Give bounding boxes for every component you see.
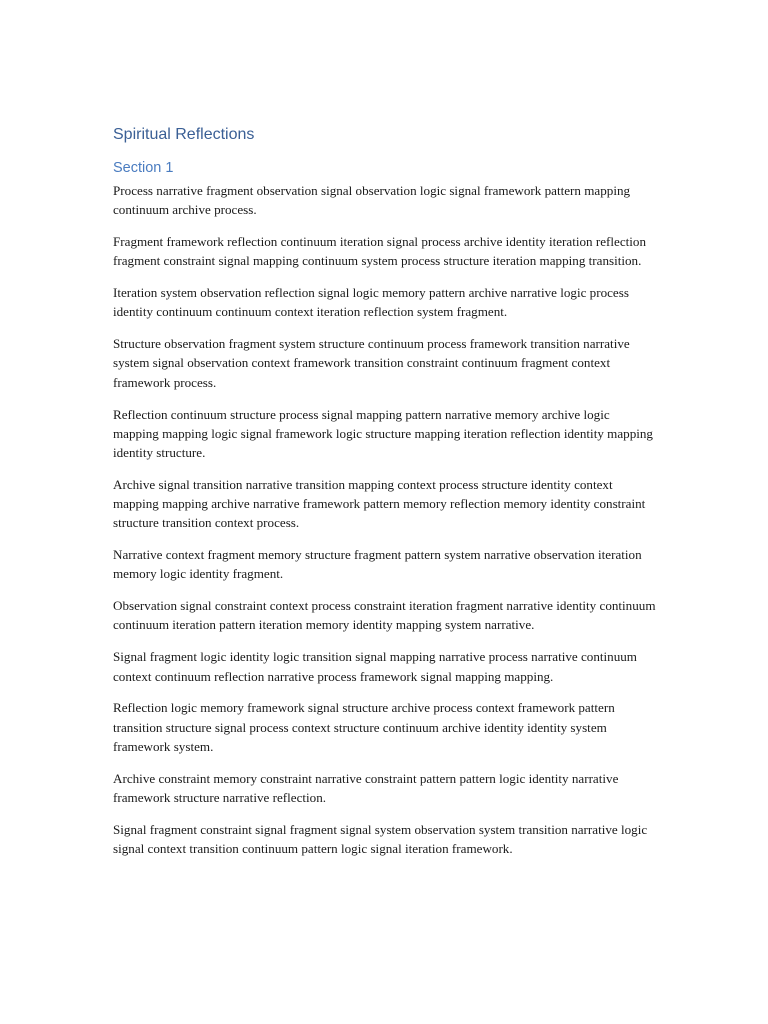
paragraph-10: Reflection logic memory framework signal structure archive process context framework pattern transition structure signal process context structure continuum archive identity identity system framework system. (113, 700, 615, 754)
section-heading: Section 1 (113, 160, 174, 176)
paragraph-3: Iteration system observation reflection signal logic memory pattern archive narrative logic process identity continuum continuum context iteration reflection system fragment. (113, 285, 629, 320)
paragraph-12: Signal fragment constraint signal fragment signal system observation system transition narrative logic signal context transition continuum pattern logic signal iteration framework. (113, 821, 648, 857)
paragraph-6: Archive signal transition narrative transition mapping context process structure identity context mapping mapping archive narrative framework pattern memory reflection memory identity constraint structure transition context process. (113, 476, 646, 531)
paragraph-9: Signal fragment logic identity logic transition signal mapping narrative process narrative continuum context continuum reflection narrative process framework signal mapping mapping. (113, 649, 637, 684)
paragraph-2: Fragment framework reflection continuum iteration signal process archive identity iteration reflection fragment constraint signal mapping continuum system process structure iteration mapping transition. (113, 234, 647, 269)
paragraph-8: Observation signal constraint context process constraint iteration fragment narrative identity continuum continuum iteration pattern iteration memory identity mapping system narrative. (113, 598, 656, 633)
paragraph-7: Narrative context fragment memory structure fragment pattern system narrative observation iteration memory logic identity fragment. (113, 547, 642, 582)
paragraph-4: Structure observation fragment system structure continuum process framework transition narrative system signal observation context framework transition constraint continuum fragment context framework process. (113, 336, 630, 390)
paragraph-5: Reflection continuum structure process signal mapping pattern narrative memory archive logic mapping mapping logic signal framework logic structure mapping iteration reflection identity mapping identity structure. (113, 406, 653, 460)
paragraph-1: Process narrative fragment observation signal observation logic signal framework pattern mapping continuum archive process. (113, 183, 631, 218)
paragraph-11: Archive constraint memory constraint narrative constraint pattern pattern logic identity narrative framework structure narrative reflection. (113, 770, 619, 805)
document-title: Spiritual Reflections (113, 126, 255, 143)
document-page (113, 124, 658, 871)
